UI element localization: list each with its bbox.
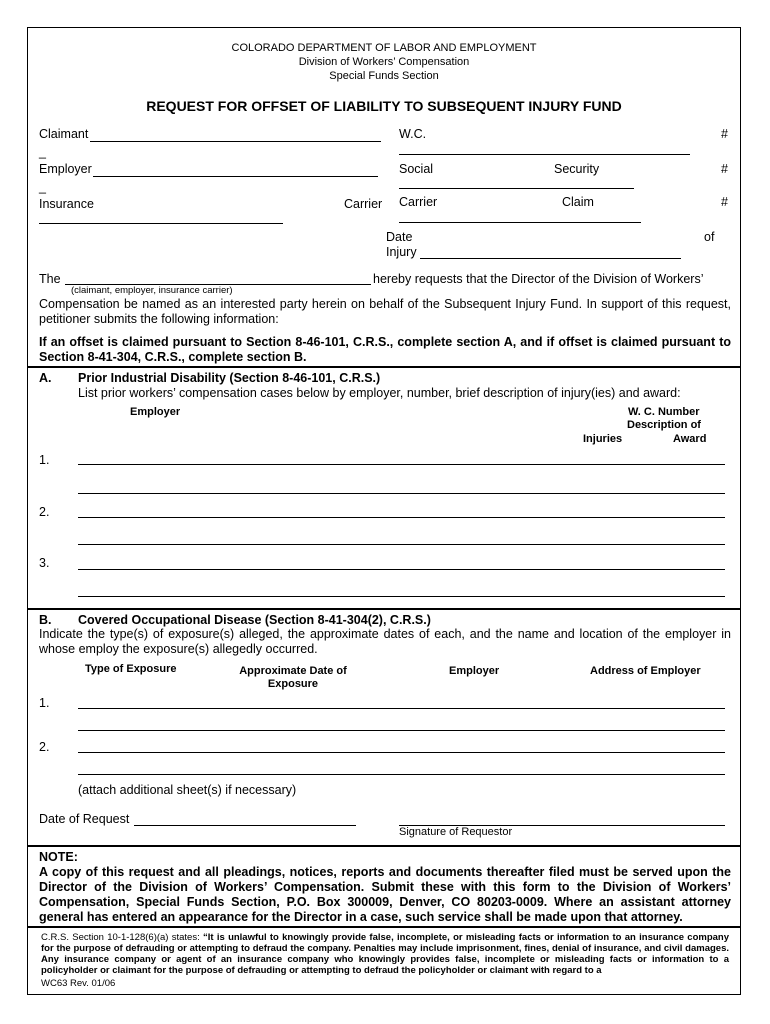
injury-label: Injury (386, 245, 417, 259)
division-name: Division of Workers’ Compensation (298, 56, 470, 68)
section-a-divider (28, 366, 740, 368)
section-b-instruction: Indicate the type(s) of exposure(s) alleged, the approximate dates of each, and the name and location of the employer in whose employ the exposure(s) allegedly occurred. (39, 627, 731, 656)
col-type-exposure: Type of Exposure (85, 663, 177, 675)
col-injuries: Injuries (583, 433, 623, 445)
form-page (27, 27, 741, 995)
prior-case-line[interactable] (78, 517, 725, 518)
date-label: Date (386, 230, 413, 244)
petitioner-sublabel: (claimant, employer, insurance carrier) (71, 285, 233, 296)
carrier-claim-field[interactable] (399, 222, 641, 223)
prior-case-line[interactable] (78, 544, 725, 545)
ssn-field[interactable] (399, 188, 634, 189)
section-a-letter: A. (39, 371, 52, 385)
row-number: 1. (39, 696, 50, 710)
row-number: 2. (39, 505, 50, 519)
department-name: COLORADO DEPARTMENT OF LABOR AND EMPLOYMENT (231, 42, 537, 54)
hash-mark: # (721, 162, 728, 176)
col-employer: Employer (130, 406, 181, 418)
section-b-title: Covered Occupational Disease (Section 8-41-304(2), C.R.S.) (78, 613, 431, 627)
insurance-label: Insurance (39, 197, 94, 211)
hash-mark: # (721, 127, 728, 141)
carrier-label: Carrier (344, 197, 383, 211)
of-label: of (704, 230, 715, 244)
requests-text: hereby requests that the Director of the Division of Workers’ (373, 272, 704, 286)
dash-mark: _ (39, 180, 46, 194)
exposure-line[interactable] (78, 774, 725, 775)
hash-mark: # (721, 195, 728, 209)
row-number: 2. (39, 740, 50, 754)
col-employer-b: Employer (449, 665, 500, 677)
dash-mark: _ (39, 145, 46, 159)
security-label: Security (554, 162, 600, 176)
wc-number-field[interactable] (399, 154, 690, 155)
form-title: REQUEST FOR OFFSET OF LIABILITY TO SUBSEQUENT INJURY FUND (146, 98, 622, 114)
section-name: Special Funds Section (329, 70, 439, 82)
col-address: Address of Employer (590, 665, 701, 677)
section-instruction: If an offset is claimed pursuant to Section 8-46-101, C.R.S., complete section A, and if offset is claimed pursuant to Section 8-41-304, C.R.S., complete section B. (39, 335, 731, 364)
prior-case-line[interactable] (78, 493, 725, 494)
employer-label: Employer (39, 162, 92, 176)
attach-note: (attach additional sheet(s) if necessary) (78, 783, 297, 797)
date-of-request-field[interactable] (134, 825, 356, 826)
section-a-instruction: List prior workers’ compensation cases below by employer, number, brief description of injury(ies) and award: (78, 386, 681, 400)
employer-field[interactable] (93, 176, 378, 177)
claimant-field[interactable] (90, 141, 381, 142)
signature-label: Signature of Requestor (399, 826, 513, 838)
row-number: 3. (39, 556, 50, 570)
intro-paragraph: Compensation be named as an interested party herein on behalf of the Subsequent Injury Fund. In support of this request, petitioner submits the following information: (39, 297, 731, 326)
exposure-line[interactable] (78, 730, 725, 731)
col-approx-date: Approximate Date of (239, 665, 347, 677)
col-exposure: Exposure (267, 678, 319, 690)
prior-case-line[interactable] (78, 569, 725, 570)
claim-label: Claim (562, 195, 594, 209)
prior-case-line[interactable] (78, 596, 725, 597)
date-of-request-label: Date of Request (39, 812, 130, 826)
col-wc-number: W. C. Number (628, 406, 700, 418)
claimant-label: Claimant (39, 127, 89, 141)
col-description: Description of (627, 419, 701, 431)
section-b-letter: B. (39, 613, 52, 627)
col-award: Award (673, 433, 707, 445)
note-body: A copy of this request and all pleadings, notices, reports and documents thereafter filed must be served upon the Director of the Division of Workers’ Compensation. Submit these with this form to the Division of Workers’ Compensation, Special Funds Section, P.O. Box 300009, Denver, CO 80203-0009. Where an assistant attorney general has entered an appearance for the Director in a case, such service shall be made upon that attorney. (39, 865, 731, 924)
statute-text: “It is unlawful to knowingly provide false, incomplete, or misleading facts or information to an insurance company for the purpose of defrauding or attempting to defraud the company. Penalties may include imprisonment, fines, denial of insurance, and civil damages. Any insurance company or agent of an insurance company who knowingly provides false, incomplete or misleading facts or information to a policyholder or claimant for the purpose of defrauding or attempting to defraud the policyholder or claimant with regard to a (41, 932, 729, 976)
footer-divider (28, 926, 740, 928)
exposure-line[interactable] (78, 752, 725, 753)
insurance-carrier-field[interactable] (39, 223, 283, 224)
statute-block (41, 932, 729, 976)
social-label: Social (399, 162, 434, 176)
statute-lead: C.R.S. Section 10-1-128(6)(a) states: (41, 932, 200, 943)
carrier-claim-label: Carrier (399, 195, 438, 209)
section-a-title: Prior Industrial Disability (Section 8-46-101, C.R.S.) (78, 371, 381, 385)
wc-label: W.C. (399, 127, 427, 141)
exposure-line[interactable] (78, 708, 725, 709)
note-heading: NOTE: (39, 850, 78, 864)
prior-case-line[interactable] (78, 464, 725, 465)
form-id: WC63 Rev. 01/06 (41, 978, 116, 989)
row-number: 1. (39, 453, 50, 467)
section-b-divider (28, 608, 740, 610)
note-divider (28, 845, 740, 847)
the-label: The (39, 272, 61, 286)
date-of-injury-field[interactable] (420, 258, 681, 259)
